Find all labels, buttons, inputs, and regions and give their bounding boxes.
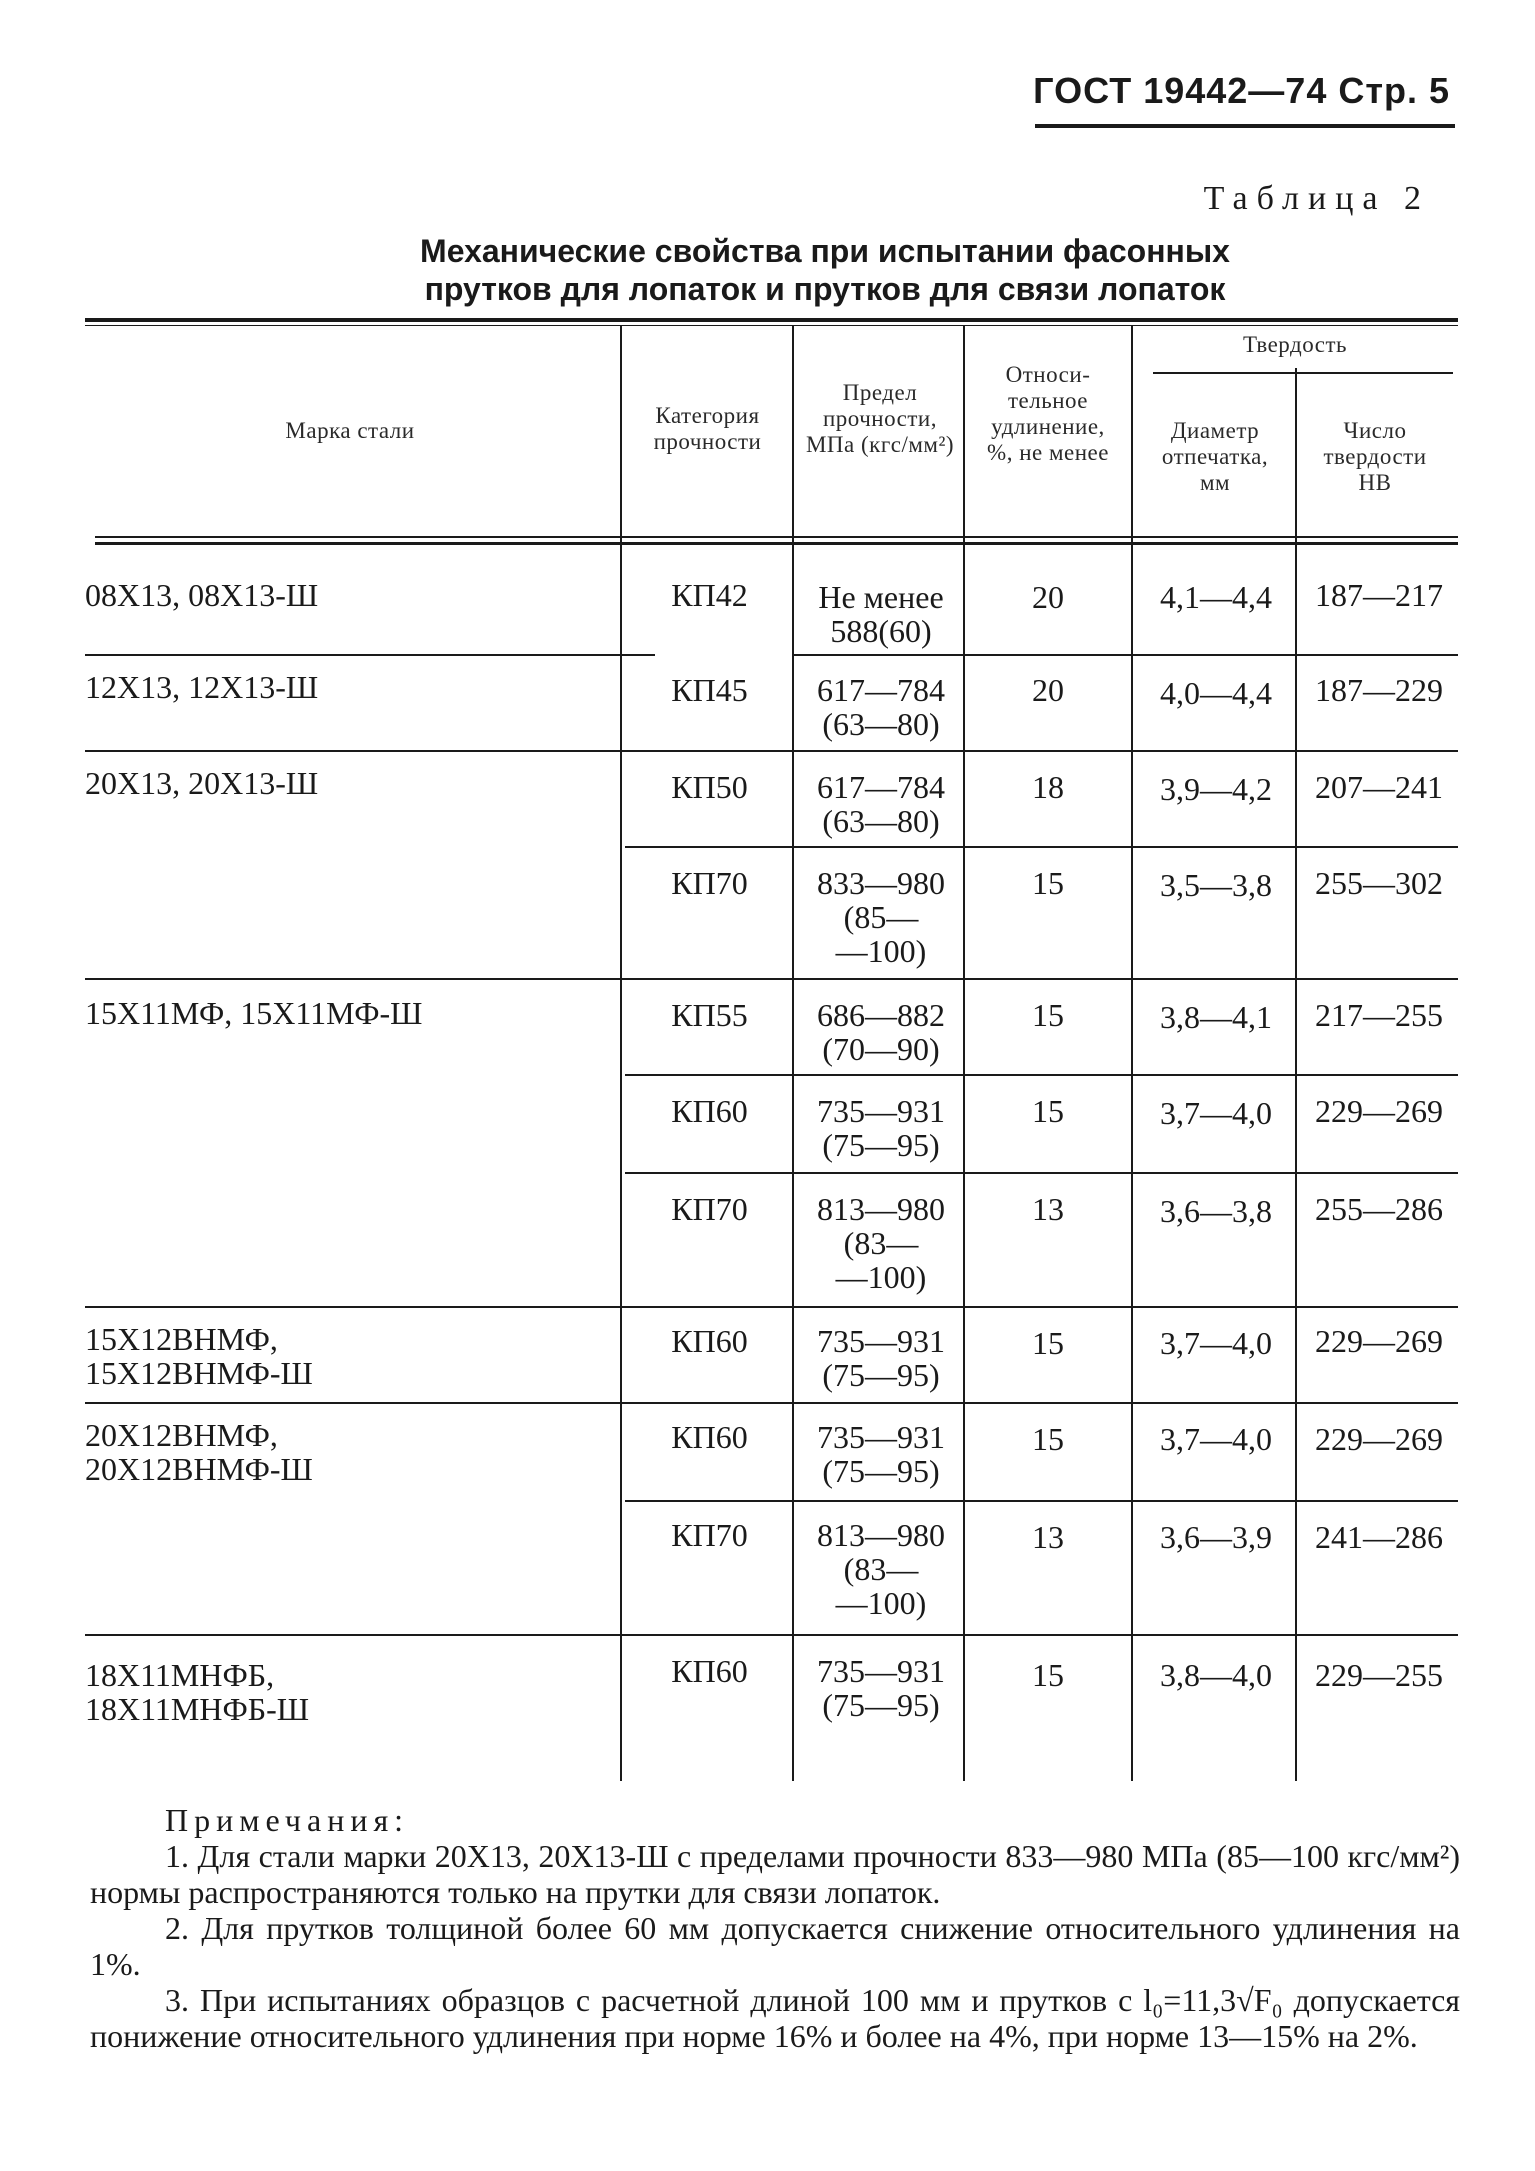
- notes-section: [90, 1802, 1460, 2054]
- diameter-cell: 4,1—4,4: [1160, 579, 1272, 615]
- notes-title: Примечания:: [165, 1802, 410, 1838]
- row-rule: [85, 654, 655, 656]
- running-head: ГОСТ 19442—74 Стр. 5: [1033, 70, 1450, 111]
- header-hardness: Твердость: [1242, 332, 1348, 357]
- table-caption: [200, 232, 1450, 308]
- caption-line-2: прутков для лопаток и прутков для связи лопаток: [424, 271, 1226, 307]
- hb-cell: 255—302: [1315, 865, 1443, 901]
- category-cell: КП42: [671, 577, 748, 613]
- mechanical-properties-table: [85, 318, 1458, 1788]
- elongation-cell: 15: [1032, 1093, 1064, 1129]
- hb-cell: 255—286: [1315, 1191, 1443, 1227]
- hb-cell: 229—269: [1315, 1093, 1443, 1129]
- row-rule: [625, 846, 1458, 848]
- tensile-cell: 735—931 (75—95): [817, 1653, 945, 1723]
- tensile-cell: 833—980 (85— —100): [817, 865, 945, 969]
- category-cell: КП60: [671, 1419, 748, 1455]
- diameter-cell: 3,9—4,2: [1160, 771, 1272, 807]
- elongation-cell: 15: [1032, 997, 1064, 1033]
- diameter-cell: 4,0—4,4: [1160, 675, 1272, 711]
- row-rule: [625, 1074, 1458, 1076]
- diameter-cell: 3,8—4,0: [1160, 1657, 1272, 1693]
- grade-cell: 12Х13, 12Х13-Ш: [85, 669, 319, 705]
- tensile-cell: 735—931 (75—95): [817, 1323, 945, 1393]
- grade-cell: 08Х13, 08Х13-Ш: [85, 577, 319, 613]
- header-grade: Марка стали: [285, 418, 415, 443]
- category-cell: КП45: [671, 672, 748, 708]
- grade-cell: 15Х11МФ, 15Х11МФ-Ш: [85, 995, 423, 1031]
- grade-cell: 20Х13, 20Х13-Ш: [85, 765, 319, 801]
- header-category: Категория прочности: [653, 403, 762, 454]
- category-cell: КП55: [671, 997, 748, 1033]
- diameter-cell: 3,7—4,0: [1160, 1325, 1272, 1361]
- hb-cell: 187—217: [1315, 577, 1443, 613]
- diameter-cell: 3,8—4,1: [1160, 999, 1272, 1035]
- diameter-cell: 3,6—3,8: [1160, 1193, 1272, 1229]
- row-rule: [793, 654, 1458, 656]
- hb-cell: 241—286: [1315, 1519, 1443, 1555]
- grade-cell: 15Х12ВНМФ, 15Х12ВНМФ-Ш: [85, 1321, 313, 1391]
- category-cell: КП60: [671, 1093, 748, 1129]
- elongation-cell: 18: [1032, 769, 1064, 805]
- category-cell: КП60: [671, 1323, 748, 1359]
- category-cell: КП70: [671, 1517, 748, 1553]
- header-bottom-rule: [95, 536, 1458, 538]
- row-rule: [85, 1634, 1458, 1636]
- header-diameter: Диаметр отпечатка, мм: [1161, 418, 1269, 495]
- table-top-rule-thin: [85, 325, 1458, 326]
- row-rule: [625, 1172, 1458, 1174]
- hb-cell: 187—229: [1315, 672, 1443, 708]
- header-hb: Число твердости HB: [1323, 418, 1427, 495]
- diameter-cell: 3,6—3,9: [1160, 1519, 1272, 1555]
- diameter-cell: 3,7—4,0: [1160, 1095, 1272, 1131]
- hb-cell: 229—269: [1315, 1421, 1443, 1457]
- row-rule: [85, 1402, 1458, 1404]
- category-cell: КП50: [671, 769, 748, 805]
- diameter-cell: 3,5—3,8: [1160, 867, 1272, 903]
- category-cell: КП70: [671, 865, 748, 901]
- hb-cell: 217—255: [1315, 997, 1443, 1033]
- grade-cell: 18Х11МНФБ, 18Х11МНФБ-Ш: [85, 1657, 310, 1727]
- table-number: Таблица 2: [1203, 180, 1430, 217]
- elongation-cell: 15: [1032, 1325, 1064, 1361]
- category-cell: КП60: [671, 1653, 748, 1689]
- tensile-cell: 735—931 (75—95): [817, 1093, 945, 1163]
- caption-line-1: Механические свойства при испытании фасонных: [420, 233, 1230, 269]
- tensile-cell: 813—980 (83— —100): [817, 1517, 945, 1621]
- grade-cell: 20Х12ВНМФ, 20Х12ВНМФ-Ш: [85, 1417, 313, 1487]
- table-top-rule: [85, 318, 1458, 322]
- tensile-cell: 735—931 (75—95): [817, 1419, 945, 1489]
- header-elongation: Относи-тельное удлинение, %, не менее: [987, 362, 1109, 465]
- row-rule: [85, 1306, 1458, 1308]
- tensile-cell: Не менее 588(60): [818, 579, 944, 649]
- hb-cell: 229—255: [1315, 1657, 1443, 1693]
- elongation-cell: 13: [1032, 1519, 1064, 1555]
- elongation-cell: 13: [1032, 1191, 1064, 1227]
- header-tensile: Предел прочности, МПа (кгс/мм²): [805, 380, 955, 457]
- row-rule: [85, 978, 1458, 980]
- elongation-cell: 15: [1032, 1421, 1064, 1457]
- header-bottom-rule-2: [95, 542, 1458, 545]
- tensile-cell: 617—784 (63—80): [817, 769, 945, 839]
- diameter-cell: 3,7—4,0: [1160, 1421, 1272, 1457]
- elongation-cell: 15: [1032, 1657, 1064, 1693]
- elongation-cell: 20: [1032, 672, 1064, 708]
- row-rule: [85, 750, 1458, 752]
- tensile-cell: 686—882 (70—90): [817, 997, 945, 1067]
- tensile-cell: 813—980 (83— —100): [817, 1191, 945, 1295]
- elongation-cell: 15: [1032, 865, 1064, 901]
- elongation-cell: 20: [1032, 579, 1064, 615]
- header-rule: [1035, 124, 1455, 128]
- row-rule: [625, 1500, 1458, 1502]
- note-item: 2. Для прутков толщиной более 60 мм допускается снижение относительного удлинения на 1%.: [90, 1910, 1460, 1982]
- hb-cell: 207—241: [1315, 769, 1443, 805]
- note-item: 1. Для стали марки 20Х13, 20Х13-Ш с пределами прочности 833—980 МПа (85—100 кгс/мм²) нормы распространяются только на прутки для связи лопаток.: [90, 1838, 1460, 1910]
- hardness-subrule: [1153, 372, 1453, 374]
- tensile-cell: 617—784 (63—80): [817, 672, 945, 742]
- category-cell: КП70: [671, 1191, 748, 1227]
- hb-cell: 229—269: [1315, 1323, 1443, 1359]
- note-item: 3. При испытаниях образцов с расчетной длиной 100 мм и прутков с l₀=11,3√F₀ допускается понижение относительного удлинения при норме 16% и более на 4%, при норме 13—15% на 2%.: [90, 1982, 1460, 2054]
